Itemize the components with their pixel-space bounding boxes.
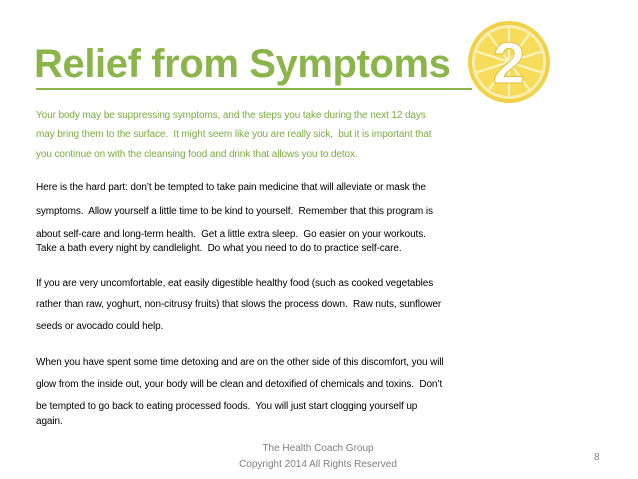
paragraph-line: again. [36,416,63,427]
badge-number: 2 [492,31,526,96]
paragraph-line: about self-care and long-term health. Get a little extra sleep. Go easier on your workouts. [36,229,426,240]
footer-organization: The Health Coach Group [262,443,374,454]
paragraph-line: Your body may be suppressing symptoms, and the steps you take during the next 12 days [36,110,426,121]
paragraph-line: symptoms. Allow yourself a little time to be kind to yourself. Remember that this program is [36,206,433,217]
page-title: Relief from Symptoms [34,42,451,86]
paragraph-line: you continue on with the cleansing food and drink that allows you to detox. [36,149,358,160]
section-badge [467,20,551,104]
title-underline [36,88,472,90]
paragraph-line: If you are very uncomfortable, eat easily digestible healthy food (such as cooked vegetables [36,278,434,289]
paragraph-line: Take a bath every night by candlelight. Do what you need to do to practice self-care. [36,243,402,254]
paragraph-line: seeds or avocado could help. [36,321,164,332]
page-number: 8 [594,452,600,463]
paragraph-line: be tempted to go back to eating processed foods. You will just start clogging yourself up [36,401,418,412]
paragraph-line: glow from the inside out, your body will be clean and detoxified of chemicals and toxins. Don’t [36,379,443,390]
footer-copyright: Copyright 2014 All Rights Reserved [239,459,397,470]
paragraph-line: may bring them to the surface. It might seem like you are really sick, but it is important that [36,129,432,140]
lemon-slice-icon [467,20,551,104]
paragraph-line: When you have spent some time detoxing and are on the other side of this discomfort, you will [36,357,444,368]
paragraph-line: rather than raw, yoghurt, non-citrusy fruits) that slows the process down. Raw nuts, sunflower [36,299,442,310]
paragraph-line: Here is the hard part: don’t be tempted to take pain medicine that will alleviate or mask the [36,182,426,193]
